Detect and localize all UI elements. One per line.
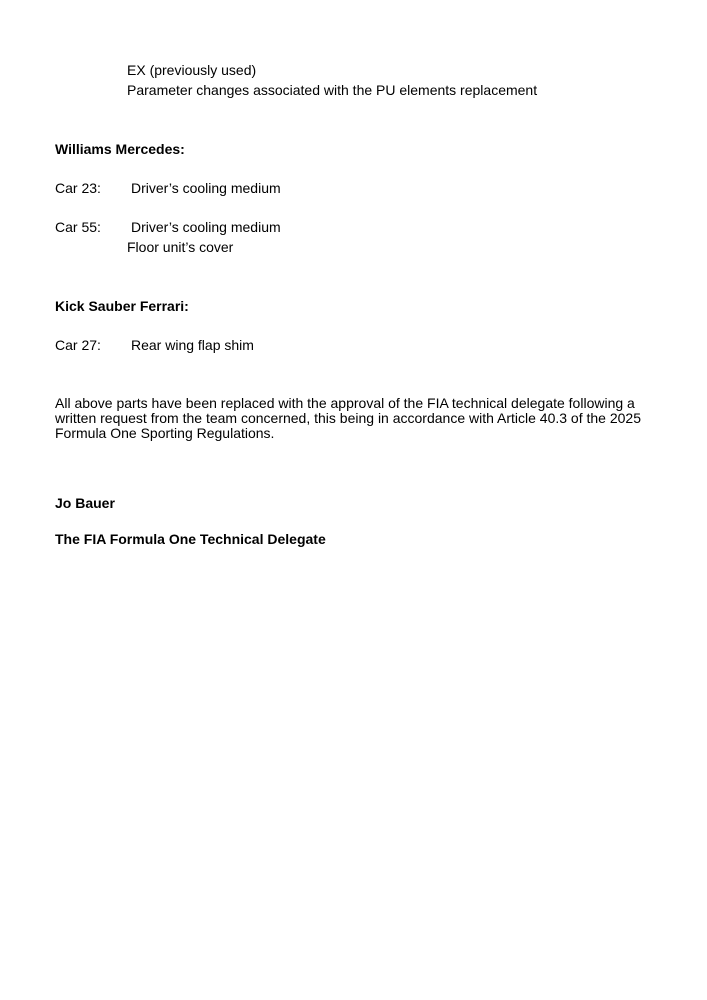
team-heading-williams: Williams Mercedes:	[55, 141, 185, 157]
signatory-name: Jo Bauer	[55, 495, 115, 511]
signatory-title: The FIA Formula One Technical Delegate	[55, 531, 326, 547]
pu-item-ex: EX (previously used)	[127, 62, 257, 78]
car-23-label: Car 23:	[55, 180, 101, 196]
team-heading-sauber: Kick Sauber Ferrari:	[55, 298, 189, 314]
car-23-part: Driver’s cooling medium	[131, 180, 281, 196]
car-55-part-2: Floor unit’s cover	[127, 239, 234, 255]
approval-statement: All above parts have been replaced with the approval of the FIA technical delegate following a written request from the team concerned, this being in accordance with Article 40.3 of the 2025 Formula One Sporting Regulations.	[55, 395, 641, 441]
car-27-label: Car 27:	[55, 337, 101, 353]
car-27-part: Rear wing flap shim	[131, 337, 254, 353]
car-55-label: Car 55:	[55, 219, 101, 235]
pu-item-parameter-changes: Parameter changes associated with the PU elements replacement	[127, 82, 538, 98]
car-55-part-1: Driver’s cooling medium	[131, 219, 281, 235]
